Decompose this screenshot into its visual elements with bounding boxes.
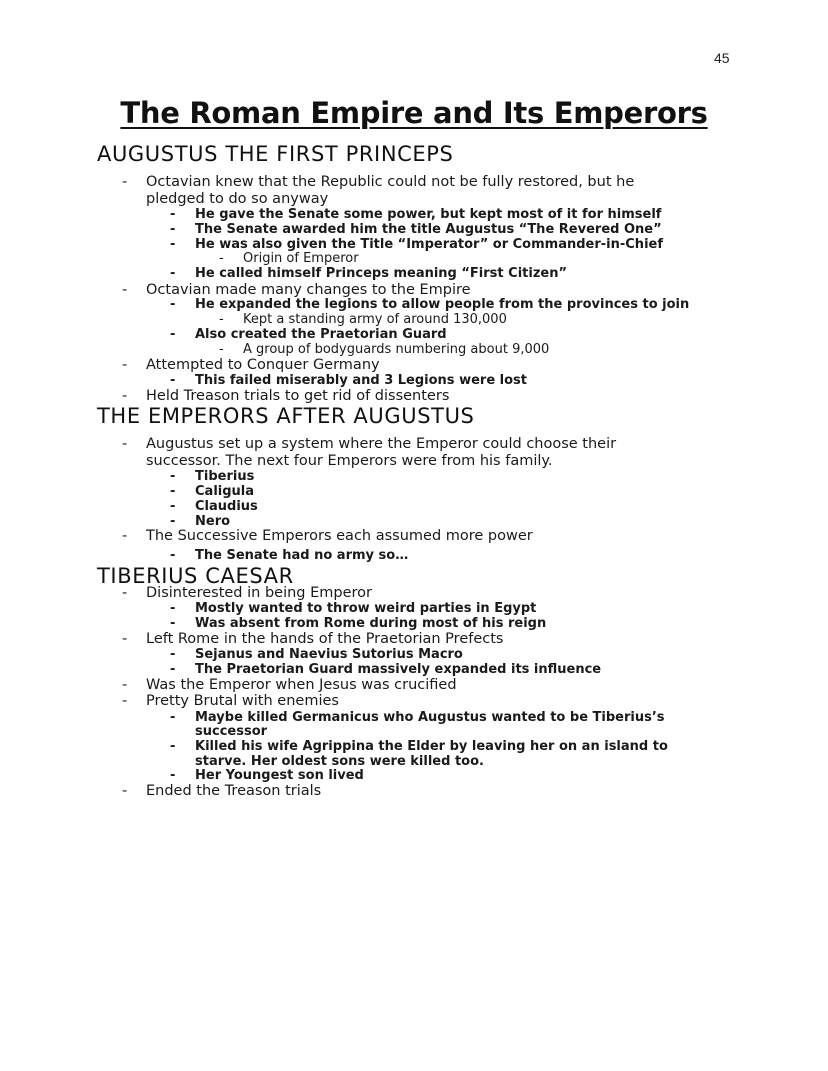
bullet-dash: -: [122, 585, 128, 601]
bullet-dash: -: [122, 528, 128, 544]
list-item-text: This failed miserably and 3 Legions were lost: [195, 373, 527, 388]
bullet-dash: -: [219, 342, 224, 357]
bullet-dash: -: [122, 174, 128, 190]
list-item-text: The Successive Emperors each assumed more power: [146, 528, 533, 544]
list-item-text: Held Treason trials to get rid of dissenters: [146, 388, 450, 404]
bullet-dash: -: [170, 739, 176, 754]
bullet-dash: -: [170, 207, 176, 222]
bullet-dash: -: [122, 282, 128, 298]
section-heading: AUGUSTUS THE FIRST PRINCEPS: [97, 142, 454, 166]
section-heading: THE EMPERORS AFTER AUGUSTUS: [97, 404, 475, 428]
bullet-dash: -: [122, 436, 128, 452]
list-item-text: He gave the Senate some power, but kept most of it for himself: [195, 207, 662, 222]
bullet-dash: -: [170, 662, 176, 677]
list-item-text: Was the Emperor when Jesus was crucified: [146, 677, 457, 693]
list-item-text: Octavian knew that the Republic could not be fully restored, but he: [146, 174, 635, 190]
bullet-dash: -: [170, 768, 176, 783]
bullet-dash: -: [170, 373, 176, 388]
bullet-dash: -: [170, 647, 176, 662]
bullet-dash: -: [122, 631, 128, 647]
list-item-text: Disinterested in being Emperor: [146, 585, 372, 601]
bullet-dash: -: [122, 693, 128, 709]
list-item-text: Ended the Treason trials: [146, 783, 322, 799]
bullet-dash: -: [170, 484, 176, 499]
list-item-text: pledged to do so anyway: [146, 191, 329, 207]
list-item-text: Origin of Emperor: [243, 251, 359, 266]
bullet-dash: -: [170, 710, 176, 725]
list-item-text: Also created the Praetorian Guard: [195, 327, 447, 342]
list-item-text: Was absent from Rome during most of his reign: [195, 616, 547, 631]
bullet-dash: -: [122, 783, 128, 799]
list-item-text: Attempted to Conquer Germany: [146, 357, 380, 373]
page-number: 45: [714, 50, 730, 66]
section-heading: TIBERIUS CAESAR: [97, 564, 294, 588]
list-item-text: starve. Her oldest sons were killed too.: [195, 754, 484, 769]
bullet-dash: -: [219, 312, 224, 327]
list-item-text: Her Youngest son lived: [195, 768, 364, 783]
list-item-text: Nero: [195, 514, 231, 529]
list-item-text: Kept a standing army of around 130,000: [243, 312, 507, 327]
list-item-text: Pretty Brutal with enemies: [146, 693, 339, 709]
bullet-dash: -: [170, 616, 176, 631]
bullet-dash: -: [170, 601, 176, 616]
bullet-dash: -: [219, 251, 224, 266]
bullet-dash: -: [170, 222, 176, 237]
list-item-text: Tiberius: [195, 469, 255, 484]
bullet-dash: -: [170, 237, 176, 252]
bullet-dash: -: [170, 266, 176, 281]
list-item-text: successor. The next four Emperors were from his family.: [146, 453, 553, 469]
bullet-dash: -: [170, 548, 176, 563]
list-item-text: Maybe killed Germanicus who Augustus wanted to be Tiberius’s: [195, 710, 665, 725]
bullet-dash: -: [122, 388, 128, 404]
list-item-text: He called himself Princeps meaning “First Citizen”: [195, 266, 568, 281]
list-item-text: He expanded the legions to allow people from the provinces to join: [195, 297, 690, 312]
list-item-text: successor: [195, 724, 268, 739]
bullet-dash: -: [122, 357, 128, 373]
list-item-text: A group of bodyguards numbering about 9,000: [243, 342, 550, 357]
list-item-text: Left Rome in the hands of the Praetorian Prefects: [146, 631, 504, 647]
list-item-text: The Senate had no army so…: [195, 548, 409, 563]
list-item-text: Mostly wanted to throw weird parties in Egypt: [195, 601, 537, 616]
bullet-dash: -: [170, 297, 176, 312]
bullet-dash: -: [170, 499, 176, 514]
list-item-text: The Praetorian Guard massively expanded its influence: [195, 662, 602, 677]
list-item-text: Sejanus and Naevius Sutorius Macro: [195, 647, 463, 662]
list-item-text: The Senate awarded him the title Augustus “The Revered One”: [195, 222, 662, 237]
page-title: The Roman Empire and Its Emperors: [120, 96, 708, 130]
list-item-text: Killed his wife Agrippina the Elder by leaving her on an island to: [195, 739, 668, 754]
bullet-dash: -: [170, 327, 176, 342]
bullet-dash: -: [170, 469, 176, 484]
bullet-dash: -: [170, 514, 176, 529]
list-item-text: He was also given the Title “Imperator” or Commander-in-Chief: [195, 237, 663, 252]
bullet-dash: -: [122, 677, 128, 693]
list-item-text: Claudius: [195, 499, 258, 514]
list-item-text: Caligula: [195, 484, 255, 499]
list-item-text: Octavian made many changes to the Empire: [146, 282, 471, 298]
list-item-text: Augustus set up a system where the Emperor could choose their: [146, 436, 617, 452]
